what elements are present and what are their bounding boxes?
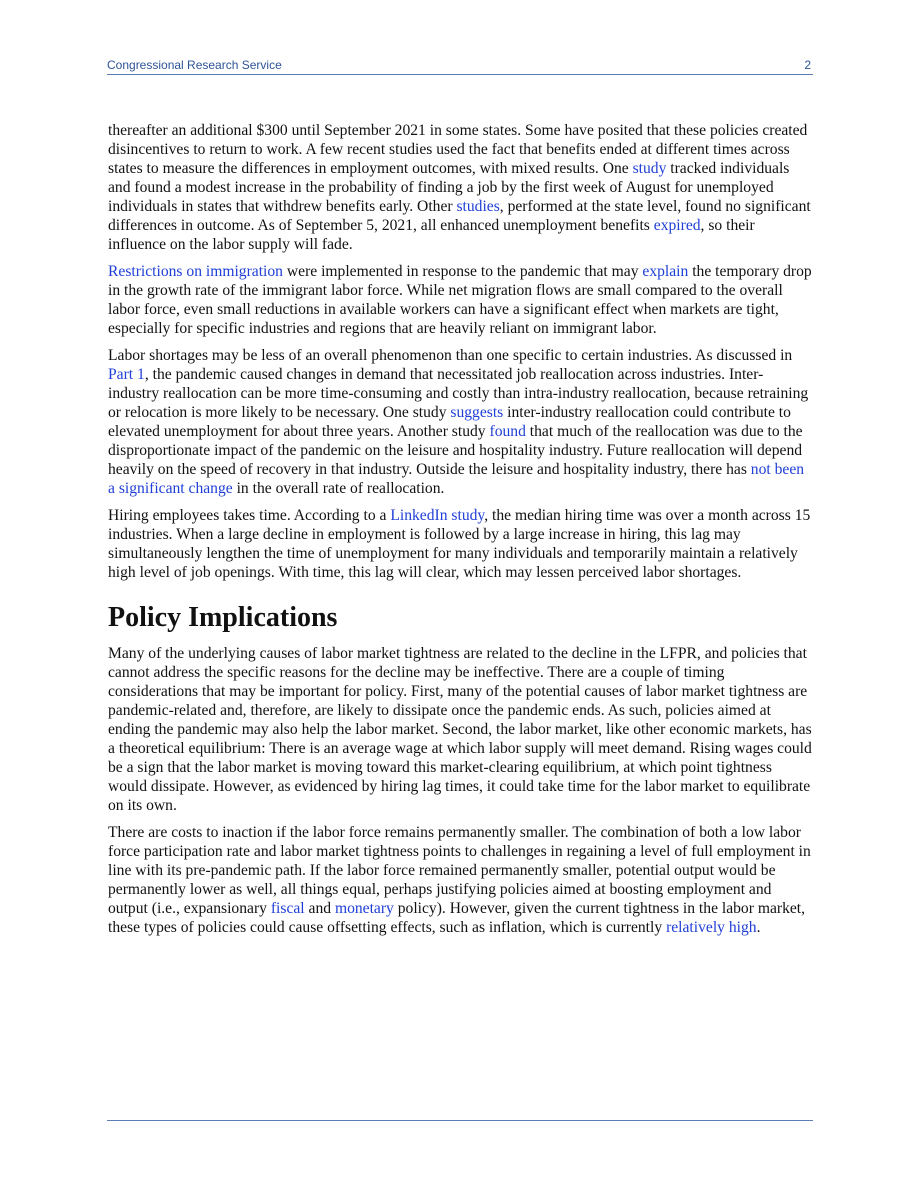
link-study[interactable]: study bbox=[632, 160, 667, 177]
paragraph-policy-timing: Many of the underlying causes of labor market tightness are related to the decline in the LFPR, and policies that cannot address the specific reasons for the decline may be ineffective. There are a couple of timing considerations that may be important for policy. First, many of the potential causes of labor market tightness are pandemic-related and, therefore, are likely to dissipate once the pandemic ends. As such, policies aimed at ending the pandemic may also help the labor market. Second, the labor market, like other economic markets, has a theoretical equilibrium: There is an average wage at which labor supply will meet demand. Rising wages could be a sign that the labor market is moving toward this market-clearing equilibrium, at which point tightness would dissipate. However, as evidenced by hiring lag times, it could take time for the labor market to equilibrate on its own. bbox=[108, 645, 812, 814]
page-header bbox=[107, 58, 813, 75]
footer-divider bbox=[107, 1120, 813, 1121]
paragraph-immigration: Restrictions on immigration were implemented in response to the pandemic that may explain the temporary drop in the growth rate of the immigrant labor force. While net migration flows are small compared to the overall labor force, even small reductions in available workers can have a significant effect when markets are tight, especially for specific industries and regions that are heavily reliant on immigrant labor. bbox=[108, 263, 812, 337]
link-fiscal[interactable]: fiscal bbox=[270, 900, 305, 917]
link-monetary[interactable]: monetary bbox=[334, 900, 394, 917]
link-found[interactable]: found bbox=[489, 423, 526, 440]
link-restrictions-on-immigration[interactable]: Restrictions on immigration bbox=[108, 263, 283, 280]
paragraph-reallocation: Labor shortages may be less of an overall phenomenon than one specific to certain industries. As discussed in Part 1, the pandemic caused changes in demand that necessitated job reallocation across industries. Inter-industry reallocation can be more time-consuming and costly than intra-industry reallocation, because retraining or relocation is more likely to be necessary. One study suggests inter-industry reallocation could contribute to elevated unemployment for about three years. Another study found that much of the reallocation was due to the disproportionate impact of the pandemic on the leisure and hospitality industry. Future reallocation will depend heavily on the speed of recovery in that industry. Outside the leisure and hospitality industry, there has not been a significant change in the overall rate of reallocation. bbox=[108, 347, 809, 497]
link-explain[interactable]: explain bbox=[642, 263, 689, 280]
link-linkedin-study[interactable]: LinkedIn study bbox=[390, 507, 485, 524]
link-expired[interactable]: expired bbox=[653, 217, 701, 234]
paragraph-unemployment-benefits: thereafter an additional $300 until September 2021 in some states. Some have posited that these policies created disincentives to return to work. A few recent studies used the fact that benefits ended at different times across states to measure the differences in employment outcomes, with mixed results. One study tracked individuals and found a modest increase in the probability of finding a job by the first week of August for unemployed individuals in states that withdrew benefits early. Other studies, performed at the state level, found no significant differences in outcome. As of September 5, 2021, all enhanced unemployment benefits expired, so their influence on the labor supply will fade. bbox=[108, 122, 811, 253]
paragraph-costs-of-inaction: There are costs to inaction if the labor force remains permanently smaller. The combination of both a low labor force participation rate and labor market tightness points to challenges in regaining a level of full employment in line with its pre-pandemic path. If the labor force remained permanently smaller, potential output would be permanently lower as well, all things equal, perhaps justifying policies aimed at boosting employment and output (i.e., expansionary fiscal and monetary policy). However, given the current tightness in the labor market, these types of policies could cause offsetting effects, such as inflation, which is currently relatively high. bbox=[108, 824, 811, 936]
document-body bbox=[108, 121, 814, 945]
link-part-1[interactable]: Part 1 bbox=[108, 366, 145, 383]
link-relatively-high[interactable]: relatively high bbox=[666, 919, 757, 936]
link-suggests[interactable]: suggests bbox=[450, 404, 504, 421]
section-heading: Policy Implications bbox=[108, 602, 338, 633]
link-studies[interactable]: studies bbox=[456, 198, 500, 215]
page-number: 2 bbox=[804, 58, 811, 72]
paragraph-hiring-time: Hiring employees takes time. According to a LinkedIn study, the median hiring time was over a month across 15 industries. When a large decline in employment is followed by a large increase in hiring, this lag may simultaneously lengthen the time of unemployment for many individuals and temporarily maintain a relatively high level of job openings. With time, this lag will clear, which may lessen perceived labor shortages. bbox=[108, 507, 811, 581]
publisher-name: Congressional Research Service bbox=[107, 58, 282, 72]
link-not-been-a-significant-change[interactable]: not been a significant change bbox=[108, 461, 805, 497]
